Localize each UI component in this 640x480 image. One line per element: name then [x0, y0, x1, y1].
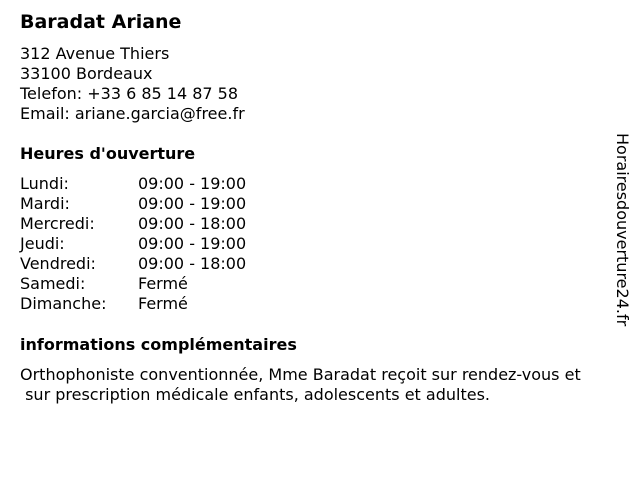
hours-row-saturday	[20, 274, 610, 294]
day-label: Mardi:	[20, 194, 70, 213]
phone-number: Telefon: +33 6 85 14 87 58	[20, 84, 239, 103]
additional-info-heading: informations complémentaires	[20, 335, 297, 354]
day-label: Mercredi:	[20, 214, 95, 233]
hours-row-tuesday	[20, 194, 610, 214]
business-name: Baradat Ariane	[20, 11, 182, 33]
business-card	[20, 10, 610, 405]
hours-row-monday	[20, 174, 610, 194]
site-watermark: Horairesdouverture24.fr	[613, 133, 632, 327]
hours-row-thursday	[20, 234, 610, 254]
time-range: 09:00 - 19:00	[138, 174, 247, 193]
day-label: Dimanche:	[20, 294, 107, 313]
opening-hours-table	[20, 174, 610, 314]
street-address: 312 Avenue Thiers	[20, 44, 170, 63]
time-range: 09:00 - 19:00	[138, 194, 247, 213]
day-label: Samedi:	[20, 274, 86, 293]
day-label: Vendredi:	[20, 254, 96, 273]
time-range: 09:00 - 18:00	[138, 214, 247, 233]
day-label: Jeudi:	[20, 234, 65, 253]
day-label: Lundi:	[20, 174, 69, 193]
time-range: Fermé	[138, 274, 188, 293]
city-postal-code: 33100 Bordeaux	[20, 64, 153, 83]
hours-row-sunday	[20, 294, 610, 314]
time-range: Fermé	[138, 294, 188, 313]
email-address: Email: ariane.garcia@free.fr	[20, 104, 245, 123]
time-range: 09:00 - 19:00	[138, 234, 247, 253]
hours-row-wednesday	[20, 214, 610, 234]
opening-hours-heading: Heures d'ouverture	[20, 144, 196, 163]
additional-info-text: Orthophoniste conventionnée, Mme Baradat reçoit sur rendez-vous et sur prescription médicale enfants, adolescents et adultes.	[20, 365, 581, 404]
hours-row-friday	[20, 254, 610, 274]
time-range: 09:00 - 18:00	[138, 254, 247, 273]
